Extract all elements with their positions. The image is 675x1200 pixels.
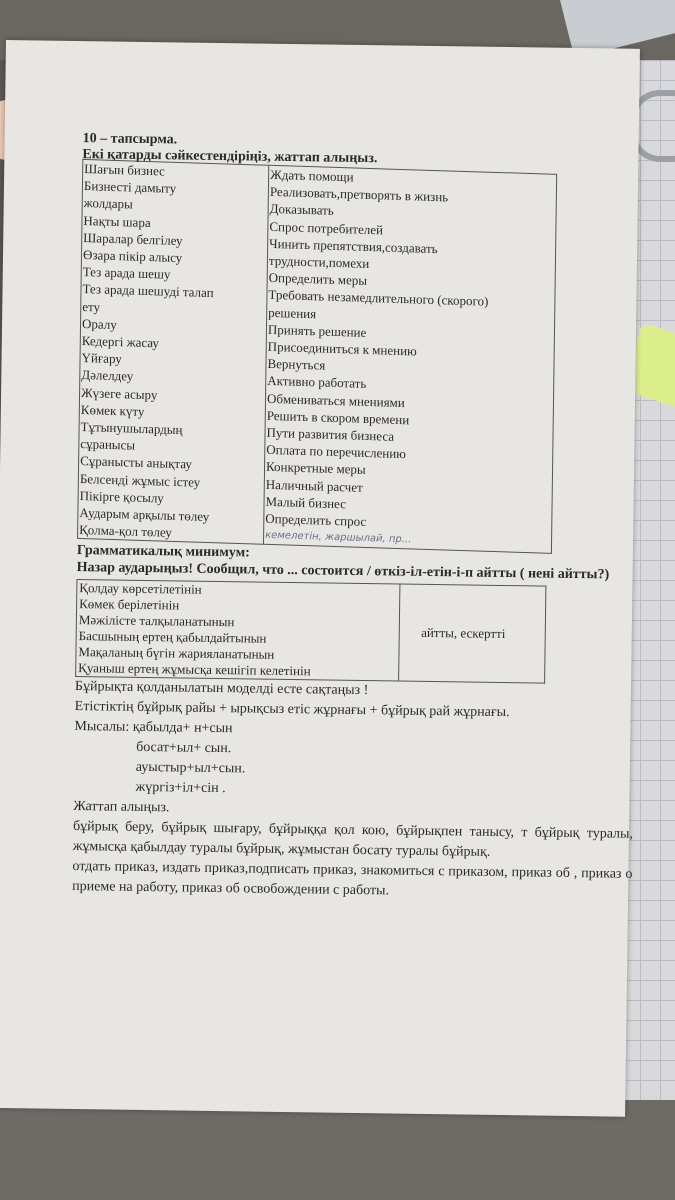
kz-term: Дәлелдеу	[81, 367, 134, 385]
kz-term: Көмек күту	[80, 401, 145, 419]
kz-term: Тез арада шешуді талап	[82, 281, 214, 301]
kz-term: жолдары	[83, 195, 133, 212]
ru-term: Ждать помощи	[270, 166, 354, 185]
example-item: босат+ыл+ сын.	[136, 740, 232, 757]
ru-term: Реализовать,претворять в жизнь	[269, 184, 449, 205]
handwritten-note: кемелетін, жаршылай, пр...	[265, 530, 412, 546]
kazakh-column	[78, 159, 269, 544]
ru-term: Чинить препятствия,создавать	[269, 235, 438, 256]
grammar-phrase: Көмек берілетінін	[79, 596, 180, 613]
kz-term: Тұтынушылардың	[80, 419, 183, 438]
grammar-phrase: Қолдау көрсетілетінін	[79, 580, 202, 598]
ru-term: Обмениваться мнениями	[266, 390, 405, 410]
kz-term: Қолма-қол төлеу	[79, 522, 172, 541]
grammar-left-column	[76, 580, 400, 682]
ru-term: Вернуться	[267, 356, 326, 373]
example-line: Мысалы: қабылда+ н+сын	[74, 719, 233, 737]
ru-term: Определить меры	[268, 270, 368, 289]
grammar-right-column: айтты, ескертті	[399, 585, 546, 684]
worksheet-content	[72, 131, 643, 905]
matching-table	[77, 159, 557, 554]
task-title: 10 – тапсырма.	[82, 131, 178, 148]
kz-term: Үйғару	[81, 350, 122, 367]
kz-term: Кедергі жасау	[81, 333, 160, 351]
ru-term: Доказывать	[269, 201, 334, 219]
ru-term: Малый бизнес	[265, 493, 347, 512]
kz-term: Пікірге қосылу	[79, 487, 164, 506]
kazakh-paragraph: бұйрық беру, бұйрық шығару, бұйрыққа қол кою, бұйрықпен танысу, т бұйрық туралы, жұмысқа қабылдау туралы бұйрық, жұмыстан босату туралы бұйрық.	[72, 819, 634, 861]
grammar-phrase: Мақаланың бүгін жарияланатынын	[78, 644, 275, 663]
ru-term: Активно работать	[267, 373, 367, 392]
ru-term: Присоединиться к мнению	[267, 338, 417, 359]
grammar-phrase: Мәжілісте талқыланатынын	[78, 612, 235, 630]
kz-term: Оралу	[81, 315, 117, 332]
model-line: Бұйрықта қолданылатын моделді есте сақтаңыз !	[74, 679, 369, 699]
grammar-phrase: Басшының ертең қабылдайтынын	[78, 628, 267, 647]
kz-term: Шағын бизнес	[84, 160, 165, 179]
example-item: ауыстыр+ыл+сын.	[135, 760, 246, 777]
ru-term: Конкретные меры	[265, 459, 366, 478]
ru-term: Пути развития бизнеса	[266, 424, 395, 444]
kz-term: Бизнесті дамыту	[83, 178, 177, 197]
ru-term: трудности,помехи	[268, 252, 370, 271]
ru-term: Наличный расчет	[265, 476, 363, 495]
grammar-table	[75, 580, 546, 685]
example-item: жүргіз+іл+сін .	[135, 780, 226, 797]
ru-term: Определить спрос	[265, 510, 367, 530]
kz-term: Сұранысты анықтау	[80, 453, 192, 472]
kz-term: Жүзеге асыру	[80, 384, 158, 403]
kz-term: Белсенді жұмыс істеу	[79, 470, 201, 490]
russian-column	[263, 165, 556, 553]
kz-term: Аударым арқылы төлеу	[79, 505, 210, 525]
kz-term: Шаралар белгілеу	[83, 229, 183, 248]
grammar-phrase: Қуаныш ертең жұмысқа кешігіп келетінін	[78, 660, 311, 679]
kz-term: Тез арада шешу	[82, 264, 171, 282]
kz-term: ету	[82, 298, 101, 315]
ru-term: Спрос потребителей	[269, 218, 384, 238]
memorize-label: Жаттап алыңыз.	[73, 799, 170, 816]
kz-term: сұранысы	[80, 436, 136, 453]
ru-term: Принять решение	[267, 321, 367, 340]
kz-term: Өзара пікір алысу	[82, 247, 183, 266]
grammar-note: Назар аударыңыз! Сообщил, что ... состоится / өткіз-іл-етін-і-п айтты ( нені айтты?)	[76, 560, 610, 583]
grammar-title: Грамматикалық минимум:	[76, 543, 250, 561]
ru-term: Оплата по перечислению	[266, 442, 407, 462]
task-instruction: Екі қатарды сәйкестендіріңіз, жаттап алыңыз.	[82, 147, 378, 167]
formula-line: Етістіктің бұйрық райы + ырықсыз етіс жұрнағы + бұйрық рай жұрнағы.	[74, 699, 510, 721]
ru-term: Решить в скором времени	[266, 407, 410, 428]
worksheet-page	[0, 40, 640, 1117]
kz-term: Нақты шара	[83, 212, 151, 230]
russian-paragraph: отдать приказ, издать приказ,подписать приказ, знакомиться с приказом, приказ об , приказ о приеме на работу, приказ об освобождении с работы.	[72, 859, 633, 899]
ru-term: Требовать незамедлительного (скорого)	[268, 287, 489, 310]
ru-term: решения	[268, 304, 317, 321]
